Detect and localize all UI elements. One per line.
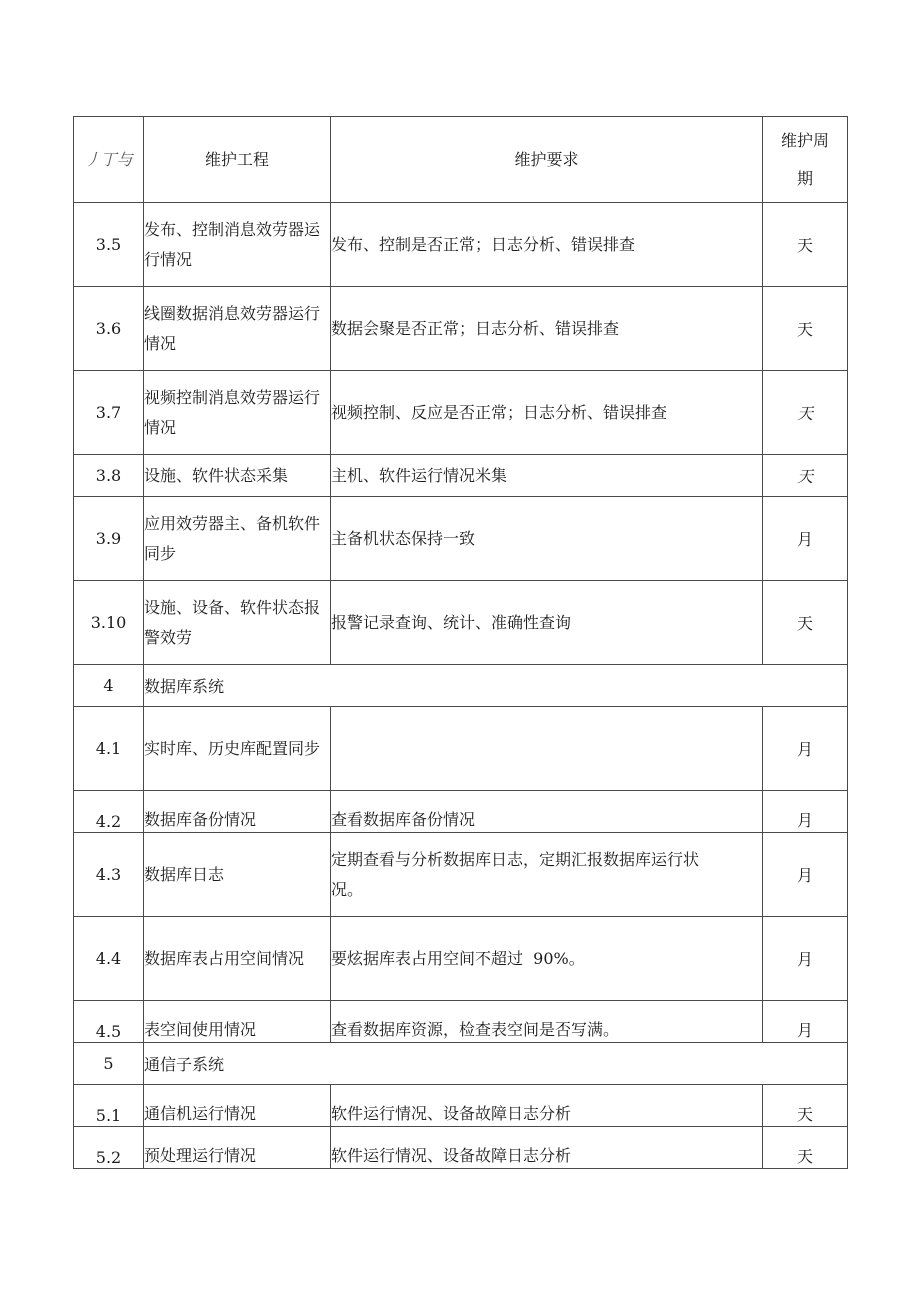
table-row bbox=[74, 455, 848, 497]
table-row bbox=[74, 791, 848, 833]
table-row bbox=[74, 287, 848, 371]
row-requirement: 主备机状态保持一致 bbox=[331, 497, 763, 581]
row-no: 4.5 bbox=[74, 1001, 144, 1043]
row-requirement: 查看数据库备份情况 bbox=[331, 791, 763, 833]
row-no: 4.1 bbox=[74, 707, 144, 791]
row-no: 4.4 bbox=[74, 917, 144, 1001]
row-cycle: 天 bbox=[763, 203, 848, 287]
row-cycle: 天 bbox=[763, 455, 848, 497]
row-item: 表空间使用情况 bbox=[144, 1001, 331, 1043]
section-row bbox=[74, 1043, 848, 1085]
row-cycle: 天 bbox=[763, 1085, 848, 1127]
row-cycle: 月 bbox=[763, 1001, 848, 1043]
row-requirement: 报警记录查询、统计、准确性查询 bbox=[331, 581, 763, 665]
row-cycle: 天 bbox=[763, 1127, 848, 1169]
row-requirement: 查看数据库资源，检查表空间是否写满。 bbox=[331, 1001, 763, 1043]
header-requirement: 维护要求 bbox=[331, 117, 763, 203]
row-no: 3.10 bbox=[74, 581, 144, 665]
section-no: 4 bbox=[74, 665, 144, 707]
row-no: 4.3 bbox=[74, 833, 144, 917]
row-requirement: 定期查看与分析数据库日志，定期汇报数据库运行状况。 bbox=[331, 833, 763, 917]
row-item: 发布、控制消息效劳器运行情况 bbox=[144, 203, 331, 287]
row-requirement: 软件运行情况、设备故障日志分析 bbox=[331, 1085, 763, 1127]
row-item: 设施、软件状态采集 bbox=[144, 455, 331, 497]
table-row bbox=[74, 833, 848, 917]
row-no: 3.7 bbox=[74, 371, 144, 455]
row-requirement: 数据会聚是否正常；日志分析、错误排查 bbox=[331, 287, 763, 371]
row-requirement: 发布、控制是否正常；日志分析、错误排查 bbox=[331, 203, 763, 287]
row-cycle: 月 bbox=[763, 917, 848, 1001]
table-row bbox=[74, 1085, 848, 1127]
row-no: 3.5 bbox=[74, 203, 144, 287]
row-no: 5.2 bbox=[74, 1127, 144, 1169]
row-no: 3.6 bbox=[74, 287, 144, 371]
row-no: 4.2 bbox=[74, 791, 144, 833]
row-item: 视频控制消息效劳器运行情况 bbox=[144, 371, 331, 455]
row-no: 3.9 bbox=[74, 497, 144, 581]
header-row bbox=[74, 117, 848, 203]
row-cycle: 天 bbox=[763, 371, 848, 455]
header-cycle: 维护周期 bbox=[763, 117, 848, 203]
row-cycle: 月 bbox=[763, 791, 848, 833]
header-no: 丿丁与 bbox=[74, 117, 144, 203]
row-cycle: 天 bbox=[763, 581, 848, 665]
row-requirement: 主机、软件运行情况米集 bbox=[331, 455, 763, 497]
row-item: 实时库、历史库配置同步 bbox=[144, 707, 331, 791]
table-row bbox=[74, 1001, 848, 1043]
section-title: 数据库系统 bbox=[144, 665, 848, 707]
table-row bbox=[74, 707, 848, 791]
row-requirement: 视频控制、反应是否正常；日志分析、错误排查 bbox=[331, 371, 763, 455]
section-title: 通信子系统 bbox=[144, 1043, 848, 1085]
row-item: 数据库表占用空间情况 bbox=[144, 917, 331, 1001]
row-cycle: 月 bbox=[763, 707, 848, 791]
row-item: 线圈数据消息效劳器运行情况 bbox=[144, 287, 331, 371]
row-item: 预处理运行情况 bbox=[144, 1127, 331, 1169]
header-item: 维护工程 bbox=[144, 117, 331, 203]
row-item: 应用效劳器主、备机软件同步 bbox=[144, 497, 331, 581]
row-requirement: 要炫据库表占用空间不超过 90%。 bbox=[331, 917, 763, 1001]
row-cycle: 月 bbox=[763, 497, 848, 581]
table-row bbox=[74, 497, 848, 581]
section-row bbox=[74, 665, 848, 707]
row-item: 数据库备份情况 bbox=[144, 791, 331, 833]
table-row bbox=[74, 1127, 848, 1169]
row-item: 数据库日志 bbox=[144, 833, 331, 917]
row-requirement bbox=[331, 707, 763, 791]
row-item: 设施、设备、软件状态报警效劳 bbox=[144, 581, 331, 665]
row-no: 3.8 bbox=[74, 455, 144, 497]
table-row bbox=[74, 581, 848, 665]
maintenance-table bbox=[73, 116, 848, 1169]
section-no: 5 bbox=[74, 1043, 144, 1085]
table-row bbox=[74, 371, 848, 455]
row-item: 通信机运行情况 bbox=[144, 1085, 331, 1127]
table-row bbox=[74, 917, 848, 1001]
row-cycle: 天 bbox=[763, 287, 848, 371]
row-cycle: 月 bbox=[763, 833, 848, 917]
row-requirement: 软件运行情况、设备故障日志分析 bbox=[331, 1127, 763, 1169]
row-no: 5.1 bbox=[74, 1085, 144, 1127]
table-row bbox=[74, 203, 848, 287]
